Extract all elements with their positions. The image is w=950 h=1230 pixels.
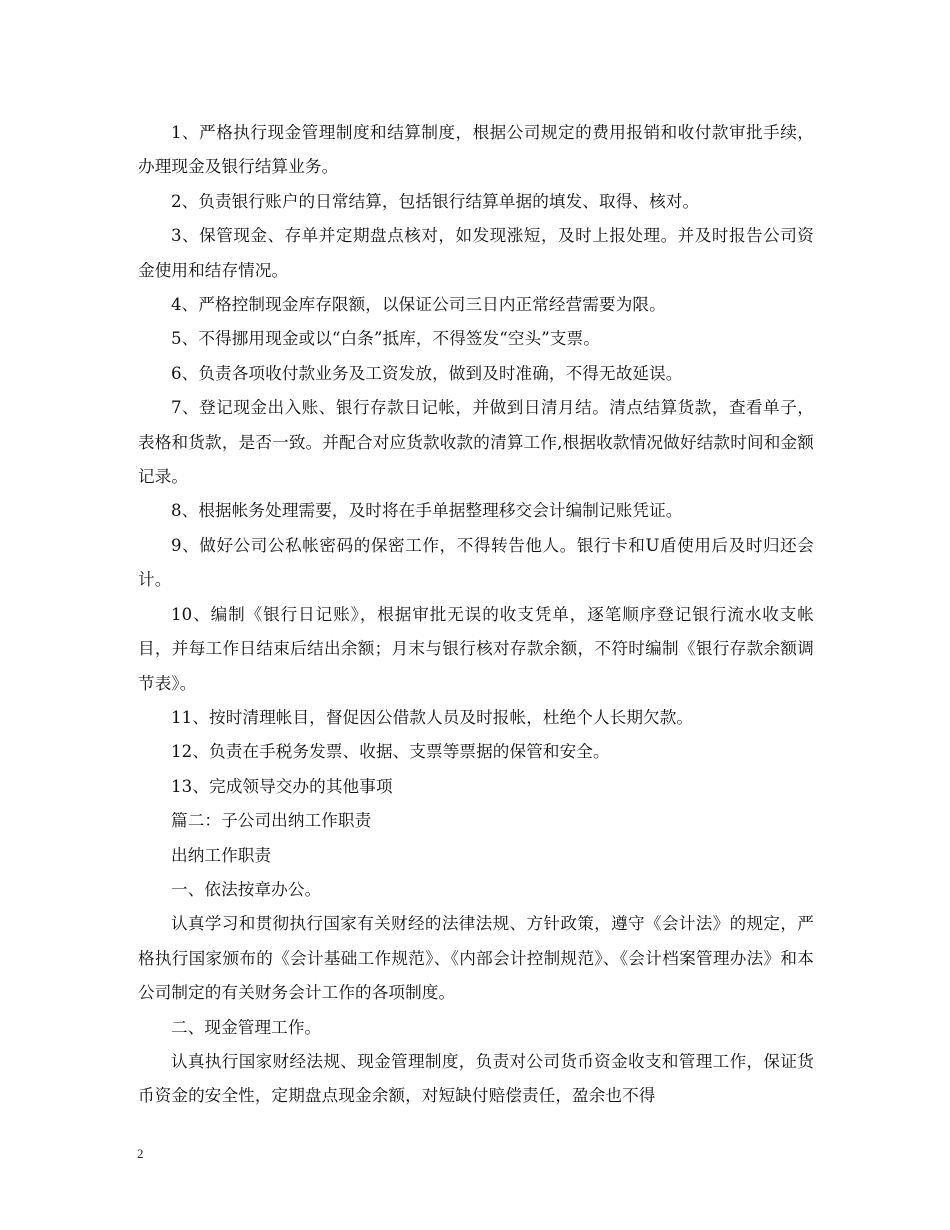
paragraph: 4、严格控制现金库存限额，以保证公司三日内正常经营需要为限。 — [171, 295, 666, 315]
paragraph: 11、按时清理帐目，督促因公借款人员及时报帐，杜绝个人长期欠款。 — [171, 707, 694, 727]
section-heading: 二、现金管理工作。 — [171, 1017, 322, 1037]
subheading: 出纳工作职责 — [171, 845, 272, 865]
section-heading: 篇二：子公司出纳工作职责 — [171, 811, 372, 831]
paragraph: 12、负责在手税务发票、收据、支票等票据的保管和安全。 — [171, 742, 610, 762]
paragraph: 10、编制《银行日记账》，根据审批无误的收支凭单，逐笔顺序登记银行流水收支帐目，并每工作日结束后结出余额；月末与银行核对存款余额，不符时编制《银行存款余额调节表》。 — [138, 604, 814, 693]
paragraph: 7、登记现金出入账、银行存款日记帐，并做到日清月结。清点结算货款，查看单子，表格和货款，是否一致。并配合对应货款收款的清算工作,根据收款情况做好结款时间和金额记录。 — [138, 398, 814, 487]
paragraph: 认真学习和贯彻执行国家有关财经的法律法规、方针政策，遵守《会计法》的规定，严格执行国家颁布的《会计基础工作规范》、《内部会计控制规范》、《会计档案管理办法》和本公司制定的有关财务会计工作的各项制度。 — [138, 914, 814, 1003]
paragraph: 3、保管现金、存单并定期盘点核对，如发现涨短，及时上报处理。并及时报告公司资金使用和结存情况。 — [138, 226, 814, 280]
section-heading: 一、依法按章办公。 — [171, 879, 322, 899]
paragraph: 13、完成领导交办的其他事项 — [171, 776, 393, 796]
paragraph: 5、不得挪用现金或以“白条”抵库，不得签发“空头”支票。 — [171, 329, 600, 349]
paragraph: 9、做好公司公私帐密码的保密工作，不得转告他人。银行卡和U盾使用后及时归还会计。 — [138, 535, 814, 590]
page-number: 2 — [137, 1146, 144, 1161]
paragraph: 2、负责银行账户的日常结算，包括银行结算单据的填发、取得、核对。 — [171, 191, 700, 211]
paragraph: 6、负责各项收付款业务及工资发放，做到及时准确，不得无故延误。 — [171, 363, 683, 383]
paragraph: 1、严格执行现金管理制度和结算制度，根据公司规定的费用报销和收付款审批手续，办理现金及银行结算业务。 — [138, 123, 814, 177]
paragraph: 认真执行国家财经法规、现金管理制度，负责对公司货币资金收支和管理工作，保证货币资金的安全性，定期盘点现金余额，对短缺付赔偿责任，盈余也不得 — [138, 1051, 814, 1106]
paragraph: 8、根据帐务处理需要，及时将在手单据整理移交会计编制记账凭证。 — [171, 501, 683, 521]
document-body — [138, 116, 814, 1114]
